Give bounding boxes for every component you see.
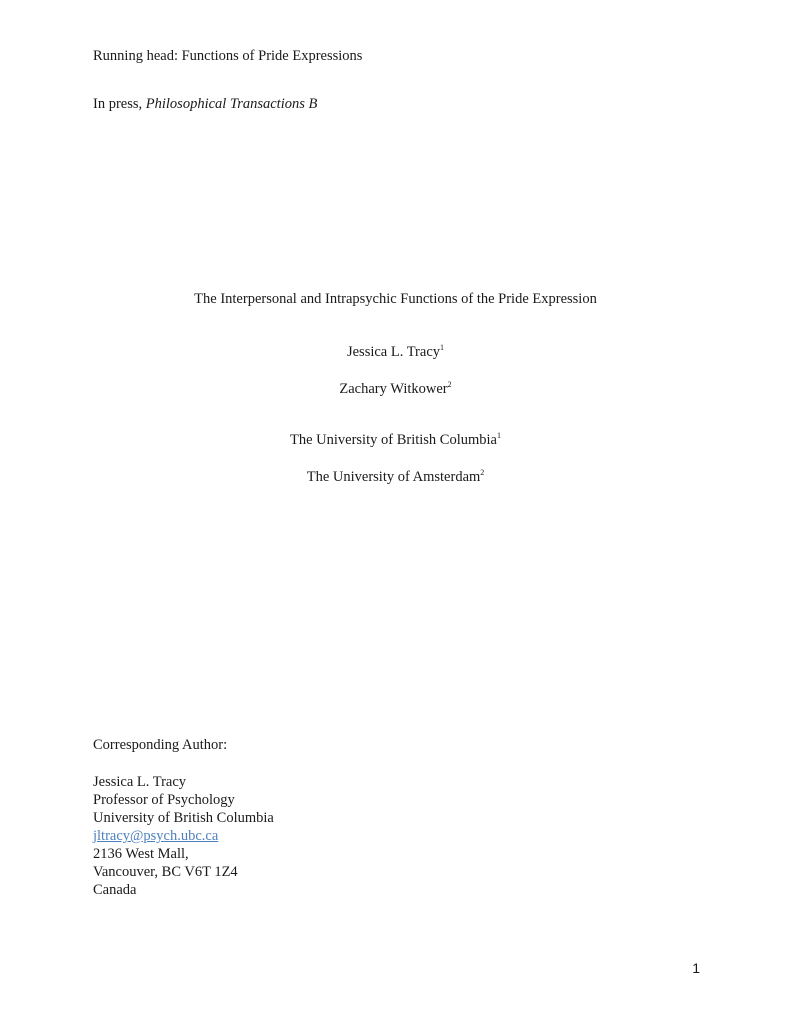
contact-address-line1: 2136 West Mall, (93, 846, 189, 862)
contact-block (93, 773, 274, 899)
journal-name: Philosophical Transactions B (145, 96, 318, 112)
running-head: Running head: Functions of Pride Expressions (93, 48, 363, 64)
author-1 (0, 344, 791, 361)
affiliation-2 (0, 469, 791, 486)
press-prefix: In press, (93, 96, 146, 112)
affiliation-1-name: The University of British Columbia (289, 432, 497, 448)
author-1-name: Jessica L. Tracy (346, 344, 441, 360)
affiliation-2-mark: 2 (480, 468, 485, 477)
affiliation-2-name: The University of Amsterdam (306, 469, 481, 485)
corresponding-heading: Corresponding Author: (93, 737, 228, 753)
contact-position: Professor of Psychology (93, 792, 235, 808)
contact-institution: University of British Columbia (93, 810, 274, 826)
page-number: 1 (692, 960, 700, 976)
affiliation-1-mark: 1 (497, 431, 501, 440)
author-2 (0, 381, 791, 398)
paper-title: The Interpersonal and Intrapsychic Functions of the Pride Expression (194, 291, 597, 307)
author-1-mark: 1 (440, 343, 445, 352)
contact-name: Jessica L. Tracy (93, 774, 187, 790)
press-status (93, 96, 317, 113)
contact-country: Canada (93, 882, 137, 898)
contact-email-link[interactable]: jltracy@psych.ubc.ca (93, 828, 219, 844)
author-2-mark: 2 (447, 380, 452, 389)
affiliation-1 (0, 432, 791, 449)
contact-address-line2: Vancouver, BC V6T 1Z4 (93, 864, 238, 880)
author-2-name: Zachary Witkower (339, 381, 448, 397)
